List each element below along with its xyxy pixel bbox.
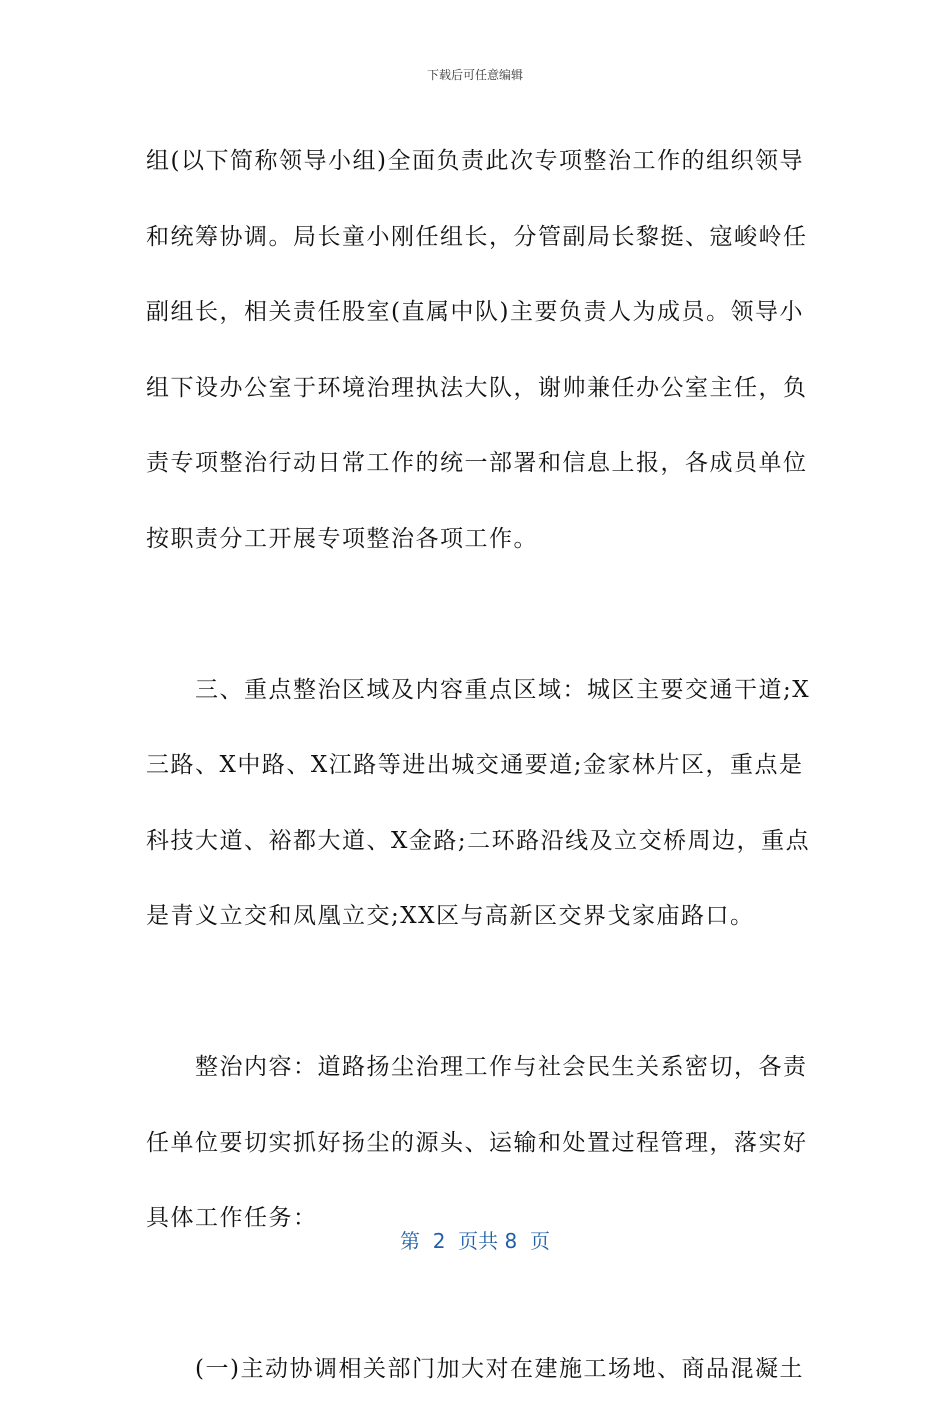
text-line: 三路、X中路、X江路等进出城交通要道;金家林片区，重点是 (146, 752, 804, 778)
document-body (146, 124, 811, 1408)
page-number-footer: 第 2 页共 8 页 (400, 1229, 550, 1253)
text-line: (一)主动协调相关部门加大对在建施工场地、商品混凝土 (146, 1356, 804, 1382)
text-line: 责专项整治行动日常工作的统一部署和信息上报，各成员单位 (146, 450, 808, 476)
text-line: 和统筹协调。局长童小刚任组长，分管副局长黎挺、寇峻岭任 (146, 223, 808, 250)
text-line: 组(以下简称领导小组)全面负责此次专项整治工作的组织领导 (146, 148, 804, 174)
text-line: 组下设办公室于环境治理执法大队，谢帅兼任办公室主任，负 (146, 374, 808, 401)
text-line: 是青义立交和凤凰立交;XX区与高新区交界戈家庙路口。 (146, 903, 755, 929)
page-header: 下载后可任意编辑 (426, 68, 523, 82)
text-line: 任单位要切实抓好扬尘的源头、运输和处置过程管理，落实好 (146, 1129, 808, 1156)
text-line: 按职责分工开展专项整治各项工作。 (146, 525, 538, 552)
text-line: 整治内容：道路扬尘治理工作与社会民生关系密切，各责 (146, 1054, 808, 1080)
blank-line (146, 955, 796, 1031)
blank-line (146, 1257, 796, 1333)
text-line: 具体工作任务： (146, 1205, 318, 1231)
text-line: 科技大道、裕都大道、X金路;二环路沿线及立交桥周边，重点 (146, 827, 811, 854)
text-line: 三、重点整治区域及内容重点区域：城区主要交通干道;X (146, 676, 811, 703)
blank-line (146, 577, 796, 653)
text-line: 副组长，相关责任股室(直属中队)主要负责人为成员。领导小 (146, 299, 804, 325)
